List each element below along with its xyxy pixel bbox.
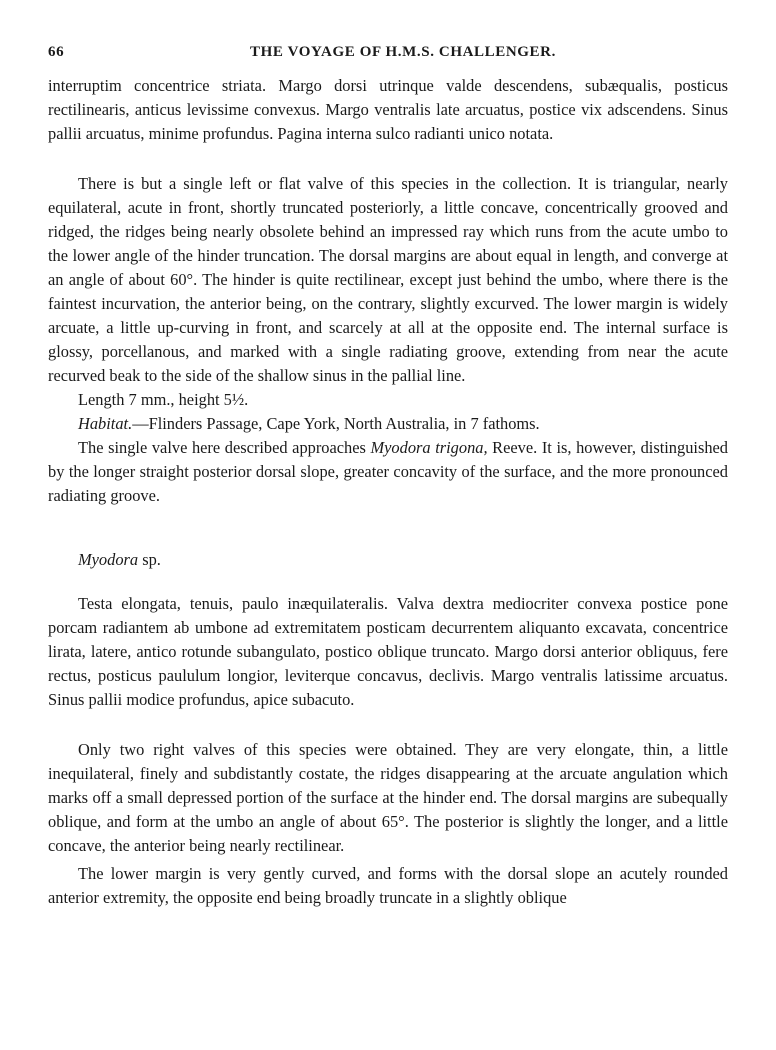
- habitat-label: Habitat.: [78, 414, 133, 433]
- running-title: THE VOYAGE OF H.M.S. CHALLENGER.: [250, 44, 556, 60]
- remarks-species: Myodora trigona,: [370, 438, 488, 457]
- english-description-2: Only two right valves of this species were obtained. They are very elongate, thin, a little inequilateral, finely and subdistantly costate, the ridges disappearing at the arcuate angulation which marks off a small depressed portion of the surface at the hinder end. The dorsal margins are subequally oblique, and form at the umbo an angle of about 65°. The posterior is slightly the longer, and a little concave, the anterior being nearly rectilinear.: [48, 740, 728, 855]
- remarks-before: The single valve here described approaches: [78, 438, 371, 457]
- habitat: [48, 412, 728, 436]
- page-number: 66: [48, 44, 65, 60]
- remarks: [48, 436, 728, 508]
- species-genus: Myodora: [78, 550, 139, 569]
- running-head: [48, 44, 728, 68]
- page: [48, 44, 728, 910]
- lower-margin-description: The lower margin is very gently curved, and forms with the dorsal slope an acutely rounded anterior extremity, the opposite end being broadly truncate in a slightly oblique: [48, 864, 728, 907]
- remarks-after: Reeve. It is, however, distinguished by the longer straight posterior dorsal slope, greater concavity of the surface, and the more pronounced radiating groove.: [48, 438, 728, 505]
- measurements: Length 7 mm., height 5½.: [78, 390, 249, 409]
- english-description: There is but a single left or flat valve of this species in the collection. It is triangular, nearly equilateral, acute in front, shortly truncated posteriorly, a little concave, concentrically grooved and ridged, the ridges being nearly obsolete behind an impressed ray which runs from the acute umbo to the lower angle of the hinder truncation. The dorsal margins are about equal in length, and converge at an angle of about 60°. The hinder is quite rectilinear, except just behind the umbo, where there is the faintest incurvation, the anterior being, on the contrary, slightly excurved. The lower margin is widely arcuate, a little up-curving in front, and scarcely at all at the opposite end. The internal surface is glossy, porcellanous, and marked with a single radiating groove, extending from near the acute recurved beak to the side of the shallow sinus in the pallial line.: [48, 174, 728, 385]
- species-suffix: sp.: [138, 550, 161, 569]
- species-heading: [48, 548, 728, 572]
- latin-description: Testa elongata, tenuis, paulo inæquilateralis. Valva dextra mediocriter convexa postice pone porcam radiantem ab umbone ad extremitatem posticam decurrentem aliquanto excavata, concentrice lirata, latere, antico rotunde subangulato, postico oblique truncato. Margo dorsi anterior obliquus, fere rectus, posticus paululum longior, leviterque concavus, declivis. Margo ventralis latissime arcuatus. Sinus pallii modice profundus, apice subacuto.: [48, 594, 728, 709]
- habitat-text: —Flinders Passage, Cape York, North Australia, in 7 fathoms.: [132, 414, 540, 433]
- latin-description-continued: interruptim concentrice striata. Margo dorsi utrinque valde descendens, subæqualis, posticus rectilinearis, anticus levissime convexus. Margo ventralis late arcuatus, postice vix adscendens. Sinus pallii arcuatus, minime profundus. Pagina interna sulco radianti unico notata.: [48, 76, 728, 143]
